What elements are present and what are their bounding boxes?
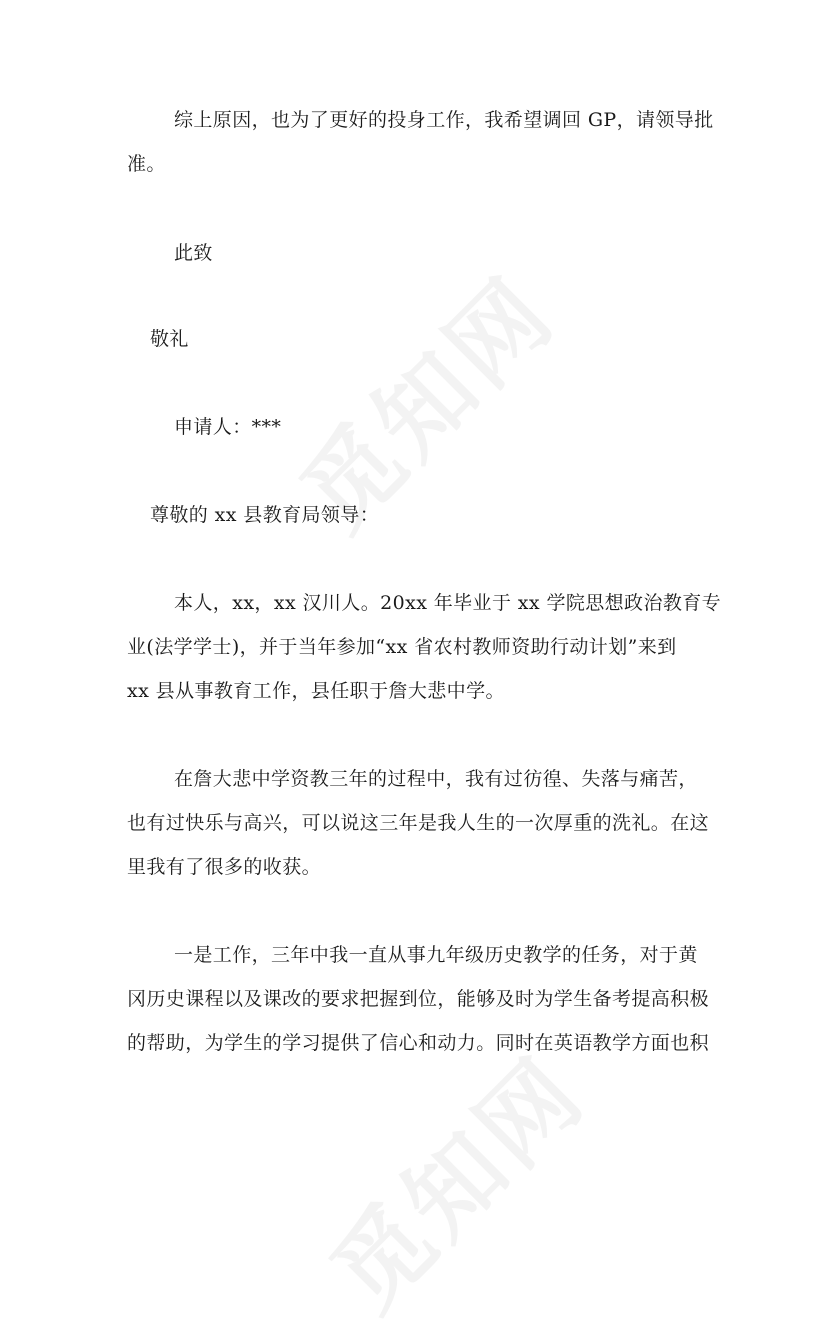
- watermark: [296, 1022, 609, 1335]
- paragraph-line: 本人，xx，xx 汉川人。20xx 年毕业于 xx 学院思想政治教育专: [174, 592, 722, 614]
- closing-salutation: 敬礼: [150, 328, 189, 350]
- paragraph-line: 的帮助，为学生的学习提供了信心和动力。同时在英语教学方面也积: [127, 1032, 710, 1054]
- paragraph-line: xx 县从事教育工作，县任职于詹大悲中学。: [127, 680, 505, 702]
- paragraph-line: 里我有了很多的收获。: [127, 856, 322, 878]
- paragraph-line: 也有过快乐与高兴，可以说这三年是我人生的一次厚重的洗礼。在这: [127, 812, 710, 834]
- applicant-signature: 申请人：***: [174, 416, 282, 438]
- paragraph-line: 业(法学学士)，并于当年参加“xx 省农村教师资助行动计划”来到: [127, 636, 677, 658]
- paragraph-line: 在詹大悲中学资教三年的过程中，我有过彷徨、失落与痛苦，: [174, 768, 698, 790]
- letter-salutation: 尊敬的 xx 县教育局领导：: [150, 504, 380, 526]
- closing-phrase: 此致: [174, 242, 213, 264]
- paragraph-line: 准。: [127, 153, 166, 175]
- paragraph-line: 冈历史课程以及课改的要求把握到位，能够及时为学生备考提高积极: [127, 988, 710, 1010]
- paragraph-line: 一是工作，三年中我一直从事九年级历史教学的任务，对于黄: [174, 944, 698, 966]
- paragraph-line: 综上原因，也为了更好的投身工作，我希望调回 GP，请领导批: [174, 109, 714, 131]
